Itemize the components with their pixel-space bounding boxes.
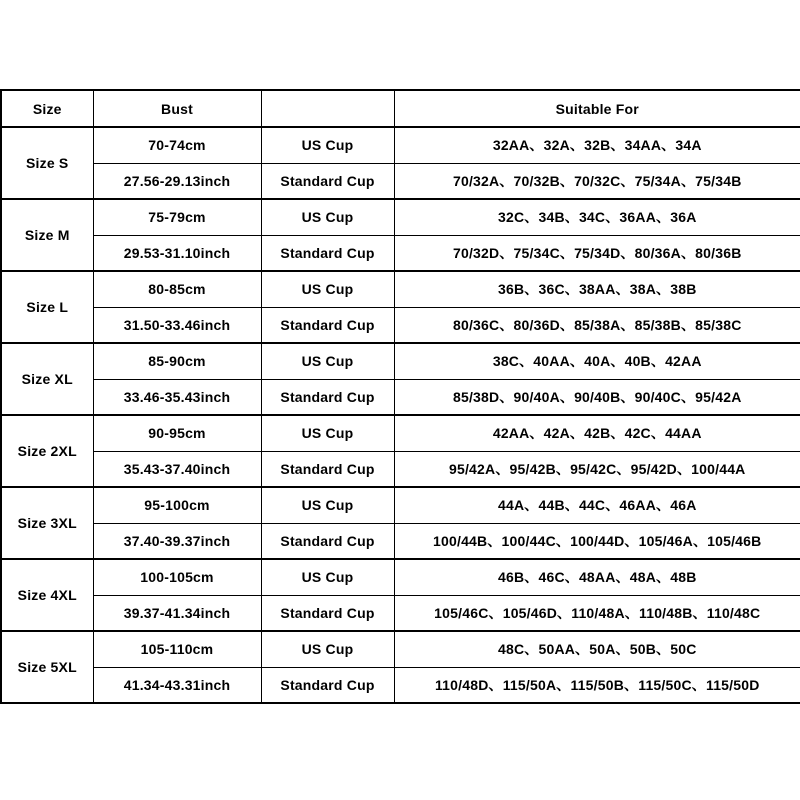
bust-cm: 75-79cm [93, 199, 261, 235]
table-row [1, 163, 800, 199]
cup-type: US Cup [261, 127, 394, 163]
table-row [1, 595, 800, 631]
suitable-for: 36B、36C、38AA、38A、38B [394, 271, 800, 307]
suitable-for: 70/32D、75/34C、75/34D、80/36A、80/36B [394, 235, 800, 271]
suitable-for: 95/42A、95/42B、95/42C、95/42D、100/44A [394, 451, 800, 487]
table-row [1, 379, 800, 415]
cup-type: Standard Cup [261, 379, 394, 415]
suitable-for: 110/48D、115/50A、115/50B、115/50C、115/50D [394, 667, 800, 703]
bust-inch: 33.46-35.43inch [93, 379, 261, 415]
suitable-for: 46B、46C、48AA、48A、48B [394, 559, 800, 595]
bust-inch: 29.53-31.10inch [93, 235, 261, 271]
table-row [1, 235, 800, 271]
size-chart-body [1, 127, 800, 703]
cup-type: US Cup [261, 415, 394, 451]
header-bust: Bust [93, 90, 261, 127]
bust-inch: 31.50-33.46inch [93, 307, 261, 343]
suitable-for: 44A、44B、44C、46AA、46A [394, 487, 800, 523]
suitable-for: 80/36C、80/36D、85/38A、85/38B、85/38C [394, 307, 800, 343]
cup-type: Standard Cup [261, 163, 394, 199]
bust-cm: 90-95cm [93, 415, 261, 451]
size-label: Size M [1, 199, 93, 271]
size-label: Size L [1, 271, 93, 343]
suitable-for: 105/46C、105/46D、110/48A、110/48B、110/48C [394, 595, 800, 631]
table-row [1, 451, 800, 487]
header-row [1, 90, 800, 127]
size-label: Size 3XL [1, 487, 93, 559]
suitable-for: 85/38D、90/40A、90/40B、90/40C、95/42A [394, 379, 800, 415]
cup-type: US Cup [261, 271, 394, 307]
size-label: Size 2XL [1, 415, 93, 487]
bust-cm: 85-90cm [93, 343, 261, 379]
bust-cm: 70-74cm [93, 127, 261, 163]
bust-inch: 35.43-37.40inch [93, 451, 261, 487]
header-cup [261, 90, 394, 127]
suitable-for: 42AA、42A、42B、42C、44AA [394, 415, 800, 451]
table-row [1, 523, 800, 559]
cup-type: US Cup [261, 487, 394, 523]
table-row [1, 307, 800, 343]
bust-cm: 100-105cm [93, 559, 261, 595]
bust-inch: 41.34-43.31inch [93, 667, 261, 703]
cup-type: Standard Cup [261, 667, 394, 703]
suitable-for: 32AA、32A、32B、34AA、34A [394, 127, 800, 163]
suitable-for: 100/44B、100/44C、100/44D、105/46A、105/46B [394, 523, 800, 559]
table-row [1, 343, 800, 379]
size-label: Size S [1, 127, 93, 199]
suitable-for: 48C、50AA、50A、50B、50C [394, 631, 800, 667]
bust-inch: 39.37-41.34inch [93, 595, 261, 631]
table-row [1, 667, 800, 703]
bust-inch: 27.56-29.13inch [93, 163, 261, 199]
table-row [1, 127, 800, 163]
bust-cm: 80-85cm [93, 271, 261, 307]
cup-type: US Cup [261, 559, 394, 595]
cup-type: Standard Cup [261, 307, 394, 343]
table-row [1, 487, 800, 523]
table-row [1, 559, 800, 595]
cup-type: Standard Cup [261, 451, 394, 487]
cup-type: Standard Cup [261, 595, 394, 631]
suitable-for: 32C、34B、34C、36AA、36A [394, 199, 800, 235]
suitable-for: 38C、40AA、40A、40B、42AA [394, 343, 800, 379]
cup-type: US Cup [261, 199, 394, 235]
bust-inch: 37.40-39.37inch [93, 523, 261, 559]
header-suitable-for: Suitable For [394, 90, 800, 127]
size-label: Size 4XL [1, 559, 93, 631]
table-row [1, 415, 800, 451]
header-size: Size [1, 90, 93, 127]
suitable-for: 70/32A、70/32B、70/32C、75/34A、75/34B [394, 163, 800, 199]
table-row [1, 199, 800, 235]
cup-type: US Cup [261, 631, 394, 667]
size-label: Size XL [1, 343, 93, 415]
cup-type: Standard Cup [261, 523, 394, 559]
size-chart-table [0, 89, 800, 704]
cup-type: US Cup [261, 343, 394, 379]
table-row [1, 271, 800, 307]
table-row [1, 631, 800, 667]
size-label: Size 5XL [1, 631, 93, 703]
cup-type: Standard Cup [261, 235, 394, 271]
bust-cm: 95-100cm [93, 487, 261, 523]
bust-cm: 105-110cm [93, 631, 261, 667]
